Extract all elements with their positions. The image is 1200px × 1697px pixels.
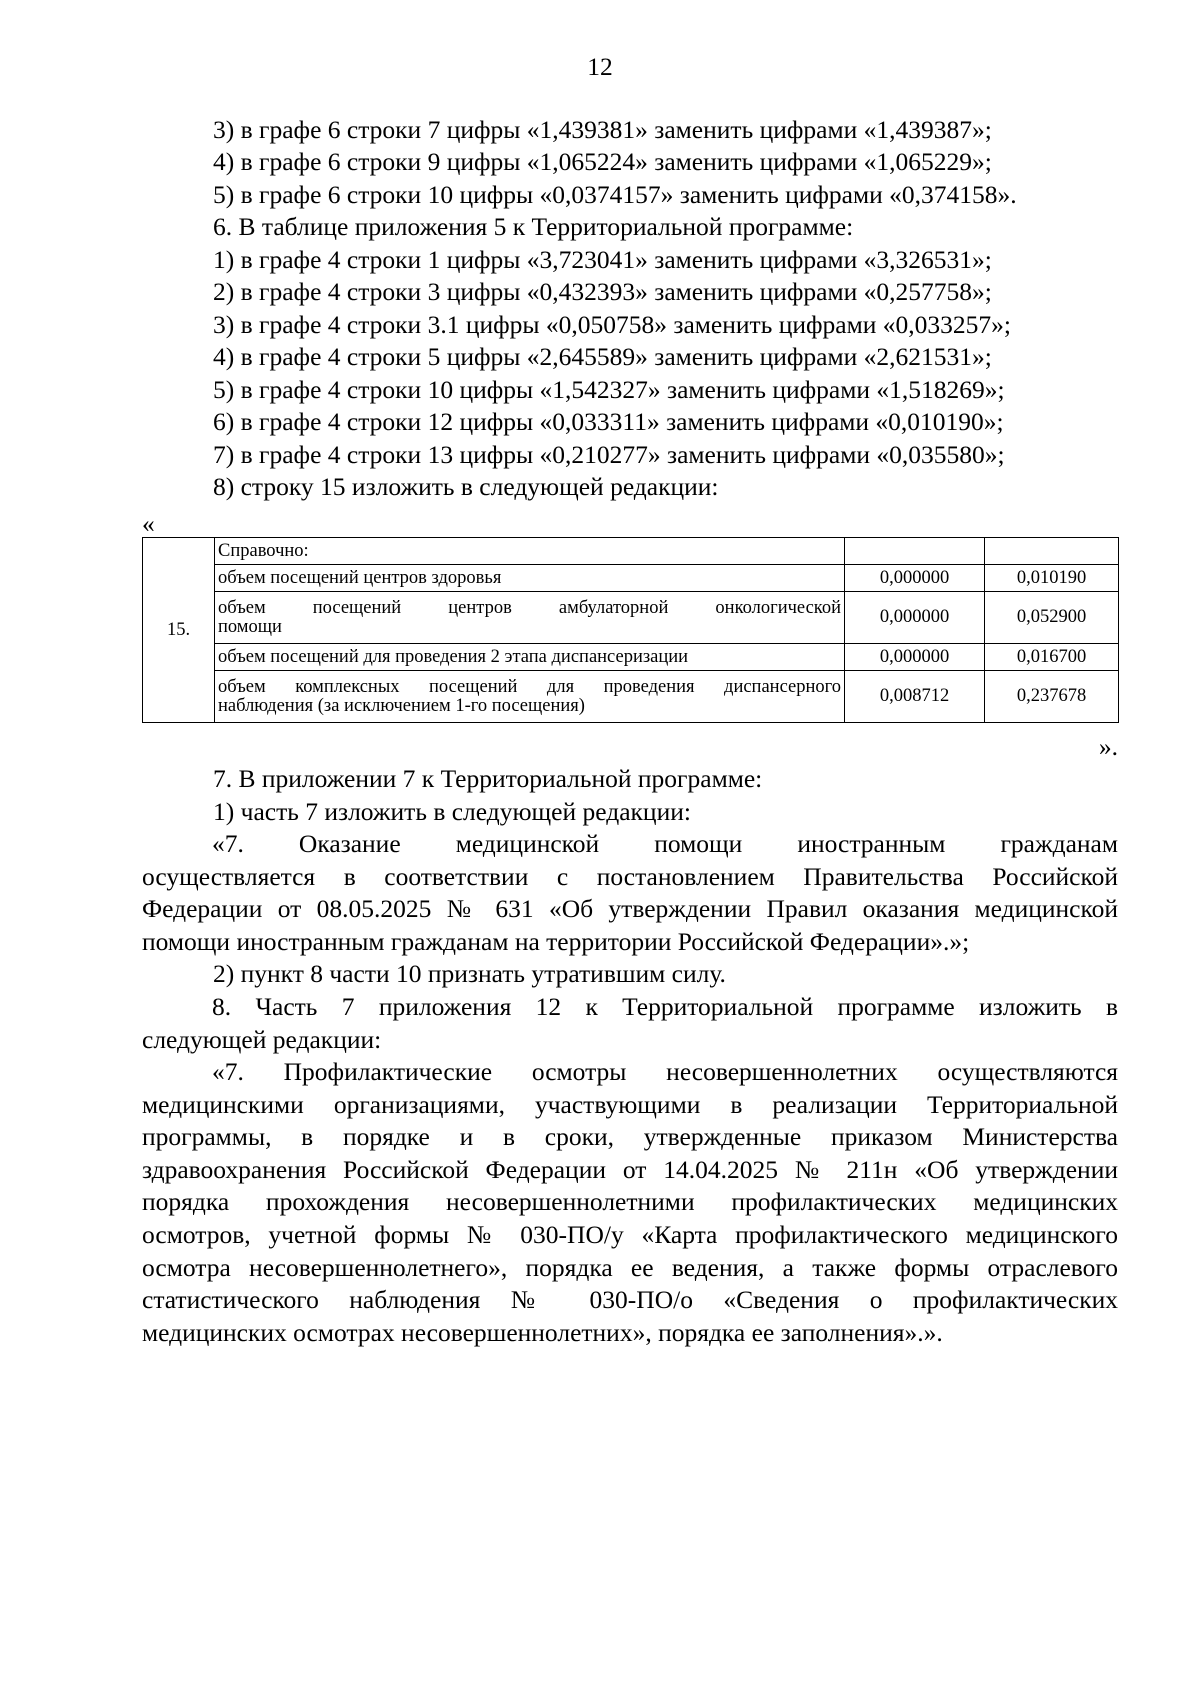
amendment-line: 3) в графе 4 строки 3.1 цифры «0,050758» заменить цифрами «0,033257»; xyxy=(213,310,1011,339)
section-8-paragraph xyxy=(142,991,1118,1056)
closing-quote: ». xyxy=(1098,732,1118,761)
table-cell-value: 0,237678 xyxy=(985,671,1119,723)
paragraph-line: помощи иностранным гражданам на территории Российской Федерации».»; xyxy=(142,926,970,956)
table-cell-description: объем посещений для проведения 2 этапа диспансеризации xyxy=(215,644,845,671)
table-cell-value: 0,000000 xyxy=(845,644,985,671)
table-cell-description xyxy=(215,671,845,723)
paragraph-line: здравоохранения Российской Федерации от 14.04.2025 № 211н «Об утверждении xyxy=(142,1154,1118,1184)
table-cell-value: 0,010190 xyxy=(985,565,1119,592)
section-7-item-2: 2) пункт 8 части 10 признать утратившим силу. xyxy=(213,959,726,988)
section-7-heading: 7. В приложении 7 к Территориальной программе: xyxy=(213,764,763,793)
description-line: помощи xyxy=(218,617,282,637)
paragraph-line: Федерации от 08.05.2025 № 631 «Об утверждении Правил оказания медицинской xyxy=(142,894,1118,924)
paragraph-line: статистического наблюдения № 030-ПО/о «Сведения о профилактических xyxy=(142,1285,1118,1315)
paragraph-line: следующей редакции: xyxy=(142,1024,382,1054)
table-row xyxy=(143,565,1119,592)
paragraph-line: осмотров, учетной формы № 030-ПО/у «Карта профилактического медицинского xyxy=(142,1219,1118,1249)
paragraph-line: 8. Часть 7 приложения 12 к Территориальной программе изложить в xyxy=(212,992,1118,1021)
amendment-line: 7) в графе 4 строки 13 цифры «0,210277» заменить цифрами «0,035580»; xyxy=(213,440,1005,469)
amendment-line: 8) строку 15 изложить в следующей редакции: xyxy=(213,472,719,501)
amendment-line: 6) в графе 4 строки 12 цифры «0,033311» заменить цифрами «0,010190»; xyxy=(213,407,1004,436)
table-row xyxy=(143,592,1119,644)
amendment-line: 3) в графе 6 строки 7 цифры «1,439381» заменить цифрами «1,439387»; xyxy=(213,115,992,144)
table-row xyxy=(143,644,1119,671)
description-line: объем посещений центров амбулаторной онкологической xyxy=(218,598,841,618)
table-cell-description xyxy=(215,592,845,644)
paragraph-line: «7. Профилактические осмотры несовершеннолетних осуществляются xyxy=(212,1057,1118,1086)
table-cell-value: 0,016700 xyxy=(985,644,1119,671)
row-number-cell: 15. xyxy=(143,538,215,723)
paragraph-line: порядка прохождения несовершеннолетними профилактических медицинских xyxy=(142,1187,1118,1217)
paragraph-line: осмотра несовершеннолетнего», порядка ее ведения, а также формы отраслевого xyxy=(142,1252,1118,1282)
table-cell xyxy=(845,538,985,565)
table-row xyxy=(143,538,1119,565)
section-7-quote-paragraph xyxy=(142,828,1118,958)
table-header-label: Справочно: xyxy=(215,538,845,565)
amendment-line: 1) в графе 4 строки 1 цифры «3,723041» заменить цифрами «3,326531»; xyxy=(213,245,992,274)
description-line: наблюдения (за исключением 1-го посещения) xyxy=(218,696,585,716)
table-cell-value: 0,000000 xyxy=(845,565,985,592)
paragraph-line: «7. Оказание медицинской помощи иностранным гражданам xyxy=(212,829,1118,858)
page-number: 12 xyxy=(587,52,613,81)
table-cell-value: 0,000000 xyxy=(845,592,985,644)
section-6-heading: 6. В таблице приложения 5 к Территориальной программе: xyxy=(213,212,854,241)
description-line: объем комплексных посещений для проведения диспансерного xyxy=(218,677,841,697)
amendment-line: 4) в графе 4 строки 5 цифры «2,645589» заменить цифрами «2,621531»; xyxy=(213,342,992,371)
table-cell-description: объем посещений центров здоровья xyxy=(215,565,845,592)
paragraph-line: медицинскими организациями, участвующими в реализации Территориальной xyxy=(142,1089,1118,1119)
table-row xyxy=(143,671,1119,723)
amendment-line: 4) в графе 6 строки 9 цифры «1,065224» заменить цифрами «1,065229»; xyxy=(213,147,992,176)
row-15-table xyxy=(142,537,1119,723)
amendment-line: 5) в графе 6 строки 10 цифры «0,0374157» заменить цифрами «0,374158». xyxy=(213,180,1017,209)
table-cell xyxy=(985,538,1119,565)
table-cell-value: 0,052900 xyxy=(985,592,1119,644)
paragraph-line: программы, в порядке и в сроки, утвержденные приказом Министерства xyxy=(142,1122,1118,1152)
paragraph-line: медицинских осмотрах несовершеннолетних», порядка ее заполнения».». xyxy=(142,1317,943,1347)
paragraph-line: осуществляется в соответствии с постановлением Правительства Российской xyxy=(142,861,1118,891)
section-7-item-1: 1) часть 7 изложить в следующей редакции: xyxy=(213,797,691,826)
amendment-line: 2) в графе 4 строки 3 цифры «0,432393» заменить цифрами «0,257758»; xyxy=(213,277,992,306)
section-8-quote-paragraph xyxy=(142,1056,1118,1349)
table-cell-value: 0,008712 xyxy=(845,671,985,723)
amendment-line: 5) в графе 4 строки 10 цифры «1,542327» заменить цифрами «1,518269»; xyxy=(213,375,1005,404)
opening-quote: « xyxy=(142,509,155,538)
